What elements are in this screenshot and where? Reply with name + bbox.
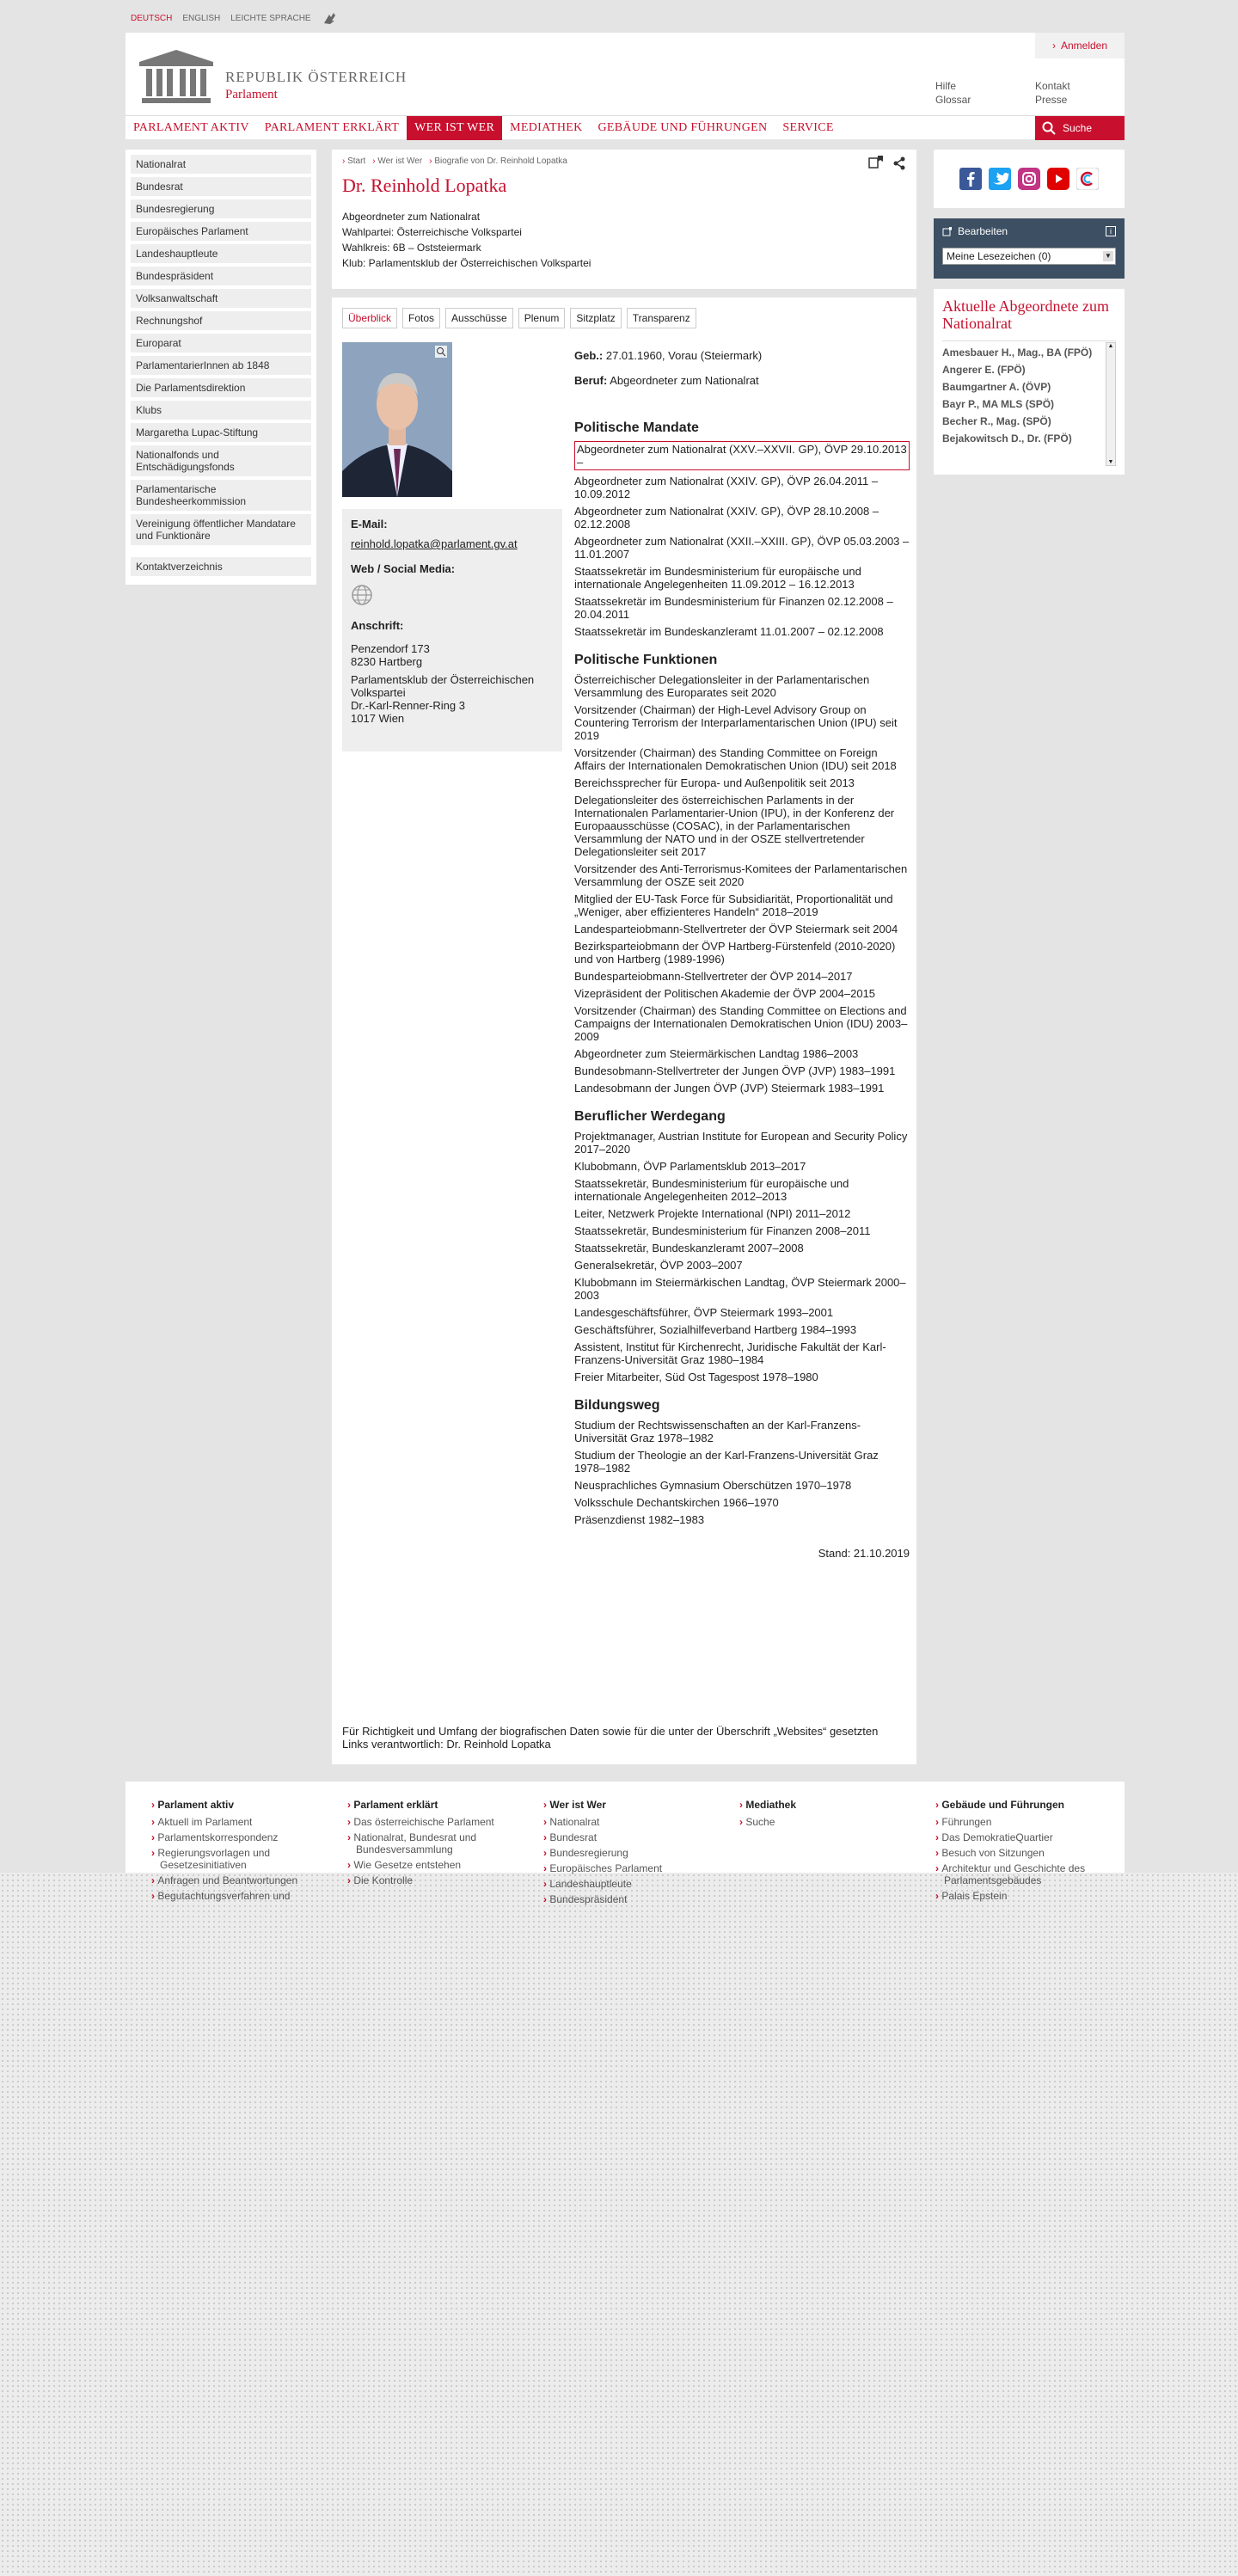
scrollbar[interactable] xyxy=(1106,342,1116,466)
bio-entry: Landesobmann der Jungen ÖVP (JVP) Steiermark 1983–1991 xyxy=(574,1082,885,1095)
section-heading: Bildungsweg xyxy=(574,1398,660,1413)
mp-item[interactable]: Bejakowitsch D., Dr. (FPÖ) xyxy=(942,432,1072,445)
breadcrumb-wer-ist-wer[interactable]: › Wer ist Wer xyxy=(372,156,422,166)
biography-panel xyxy=(332,297,916,1764)
bio-entry: Staatssekretär im Bundesministerium für Finanzen 02.12.2008 – 20.04.2011 xyxy=(574,595,893,621)
bio-entry: Abgeordneter zum Nationalrat (XXII.–XXIII. GP), ÖVP 05.03.2003 – 11.01.2007 xyxy=(574,535,910,561)
footer-column xyxy=(347,1799,519,1890)
address-label: Anschrift: xyxy=(351,619,404,632)
address-line: Penzendorf 173 xyxy=(351,642,430,655)
sidebar-item-kontaktverzeichnis[interactable]: Kontaktverzeichnis xyxy=(131,557,311,576)
footer-link[interactable]: › Landeshauptleute xyxy=(543,1878,715,1890)
lang-deutsch[interactable]: DEUTSCH xyxy=(131,13,173,23)
bio-entry: Freier Mitarbeiter, Süd Ost Tagespost 1978–1980 xyxy=(574,1371,818,1383)
stand-date: Stand: 21.10.2019 xyxy=(818,1547,910,1560)
meta-links-2 xyxy=(1035,79,1070,107)
footer-link[interactable]: › Die Kontrolle xyxy=(347,1874,519,1886)
lang-easy[interactable]: LEICHTE SPRACHE xyxy=(230,13,311,23)
search-icon xyxy=(1042,121,1056,135)
scroll-down-icon[interactable]: ▼ xyxy=(1107,459,1114,465)
left-sidebar xyxy=(126,150,316,585)
mp-item[interactable]: Bayr P., MA MLS (SPÖ) xyxy=(942,398,1055,410)
sidebar-item-vereinigung[interactable]: Vereinigung öffentlicher Mandatare und Funktionäre xyxy=(131,514,311,545)
address-line: Dr.-Karl-Renner-Ring 3 xyxy=(351,699,465,712)
contact-link[interactable]: Kontakt xyxy=(1035,80,1070,92)
footer-column xyxy=(739,1799,911,1831)
address-line: 8230 Hartberg xyxy=(351,655,423,668)
sidebar-item-parlamentarier-1848[interactable]: ParlamentarierInnen ab 1848 xyxy=(131,356,311,375)
site-header xyxy=(126,33,1125,139)
bio-entry: Bundesparteiobmann-Stellvertreter der ÖVP 2014–2017 xyxy=(574,970,853,983)
person-summary xyxy=(342,209,906,271)
profession-value: Abgeordneter zum Nationalrat xyxy=(610,374,759,387)
lang-english[interactable]: ENGLISH xyxy=(182,13,221,23)
bio-entry: Mitglied der EU-Task Force für Subsidiarität, Proportionalität und „Weniger, aber effizienteres Handeln“ 2018–2019 xyxy=(574,892,893,918)
tab-ueberblick[interactable]: Überblick xyxy=(342,308,397,328)
section-heading: Beruflicher Werdegang xyxy=(574,1109,726,1124)
login-label: Anmelden xyxy=(1060,40,1108,52)
person-club: Klub: Parlamentsklub der Österreichischen Volkspartei xyxy=(342,257,591,269)
bio-entry: Bezirksparteiobmann der ÖVP Hartberg-Fürstenfeld (2010-2020) und von Hartberg (1989-1996) xyxy=(574,940,896,966)
bio-entry: Vorsitzender (Chairman) des Standing Committee on Elections and Campaigns der Internationalen Demokratischen Union (IDU) 2003–2009 xyxy=(574,1004,908,1043)
mp-item[interactable]: Angerer E. (FPÖ) xyxy=(942,364,1026,376)
tab-sitzplatz[interactable]: Sitzplatz xyxy=(570,308,621,328)
bio-entry: Leiter, Netzwerk Projekte International (NPI) 2011–2012 xyxy=(574,1207,851,1220)
zoom-icon[interactable] xyxy=(435,346,447,358)
bio-entry: Vorsitzender (Chairman) des Standing Committee on Foreign Affairs der Internationalen Demokratischen Union (IDU) seit 2018 xyxy=(574,746,897,772)
highlighted-mandate: Abgeordneter zum Nationalrat (XXV.–XXVII. GP), ÖVP 29.10.2013 – xyxy=(574,441,910,470)
footer-link[interactable]: › Anfragen und Beantwortungen xyxy=(151,1874,323,1886)
portrait-photo[interactable] xyxy=(342,342,452,497)
email-link[interactable]: reinhold.lopatka@parlament.gv.at xyxy=(351,537,518,550)
bio-entry: Staatssekretär, Bundesministerium für europäische und internationale Angelegenheiten 2012–2013 xyxy=(574,1177,849,1203)
bio-entry: Vorsitzender (Chairman) der High-Level Advisory Group on Countering Terrorism der Interparlamentarischen Union (IPU) seit 2019 xyxy=(574,703,898,742)
bio-entry: Österreichischer Delegationsleiter in der Parlamentarischen Versammlung des Europarates seit 2020 xyxy=(574,673,870,699)
tab-ausschuesse[interactable]: Ausschüsse xyxy=(445,308,513,328)
footer-column-title[interactable]: › Gebäude und Führungen xyxy=(935,1799,1107,1811)
section-heading: Politische Funktionen xyxy=(574,653,718,667)
footer-link[interactable]: › Palais Epstein xyxy=(935,1890,1107,1902)
bio-entry: Staatssekretär im Bundeskanzleramt 11.01.2007 – 02.12.2008 xyxy=(574,625,884,638)
bookmark-header xyxy=(942,225,1116,237)
tab-plenum[interactable]: Plenum xyxy=(518,308,566,328)
sidebar-item-parlamentsdirektion[interactable]: Die Parlamentsdirektion xyxy=(131,378,311,397)
meta-links-1 xyxy=(935,79,971,107)
footer-link[interactable]: › Regierungsvorlagen und Gesetzesinitiativen xyxy=(151,1847,323,1871)
bio-entry: Landesgeschäftsführer, ÖVP Steiermark 1993–2001 xyxy=(574,1306,834,1319)
mp-item[interactable]: Baumgartner A. (ÖVP) xyxy=(942,381,1051,393)
bio-entry: Neusprachliches Gymnasium Oberschützen 1970–1978 xyxy=(574,1479,852,1492)
bio-entry: Präsenzdienst 1982–1983 xyxy=(574,1513,705,1526)
bio-entry: Staatssekretär, Bundesministerium für Finanzen 2008–2011 xyxy=(574,1224,871,1237)
bookmark-add-icon[interactable] xyxy=(868,155,884,169)
current-mps-panel xyxy=(934,289,1125,475)
nav-gebaeude[interactable]: GEBÄUDE UND FÜHRUNGEN xyxy=(598,120,768,134)
press-link[interactable]: Presse xyxy=(1035,94,1068,106)
parliament-building-icon xyxy=(138,48,215,105)
bio-details xyxy=(574,349,910,1560)
bio-entry: Vizepräsident der Politischen Akademie der ÖVP 2004–2015 xyxy=(574,987,876,1000)
parliament-app-icon[interactable] xyxy=(1076,168,1099,190)
bio-entry: Vorsitzender des Anti-Terrorismus-Komitees der Parlamentarischen Versammlung der OSZE seit 2020 xyxy=(574,862,908,888)
globe-icon[interactable] xyxy=(351,584,373,606)
current-mps-title: Aktuelle Abgeordnete zum Nationalrat xyxy=(942,297,1116,341)
social-bar xyxy=(934,150,1125,208)
sidebar-item-bundesheerkommission[interactable]: Parlamentarische Bundesheerkommission xyxy=(131,480,311,511)
footer-link[interactable]: › Bundesrat xyxy=(543,1831,715,1843)
bio-entry: Delegationsleiter des österreichischen Parlaments in der Internationalen Parlamentarier-Union (IPU), in der Konferenz der Europaausschüsse (COSAC), in der Parlamentarischen Versammlung der NATO und in der OSZE stellvertretender Delegationsleiter seit 2017 xyxy=(574,794,895,858)
footer-link[interactable]: › Parlamentskorrespondenz xyxy=(151,1831,323,1843)
sidebar-item-bundesrat[interactable]: Bundesrat xyxy=(131,177,311,196)
tab-fotos[interactable]: Fotos xyxy=(402,308,440,328)
bio-entry: Abgeordneter zum Nationalrat (XXIV. GP), ÖVP 26.04.2011 – 10.09.2012 xyxy=(574,475,879,500)
tab-transparenz[interactable]: Transparenz xyxy=(627,308,696,328)
search-label: Suche xyxy=(1063,122,1093,134)
breadcrumb-start[interactable]: › Start xyxy=(342,156,365,166)
bookmark-select-value: Meine Lesezeichen (0) xyxy=(947,250,1051,262)
youtube-icon[interactable] xyxy=(1047,168,1069,190)
mp-item[interactable]: Becher R., Mag. (SPÖ) xyxy=(942,415,1051,427)
footer-column-title[interactable]: › Parlament erklärt xyxy=(347,1799,519,1811)
footer-link[interactable]: › Das österreichische Parlament xyxy=(347,1816,519,1828)
footer-link[interactable]: › Aktuell im Parlament xyxy=(151,1816,323,1828)
glossary-link[interactable]: Glossar xyxy=(935,94,971,106)
sidebar-item-volksanwaltschaft[interactable]: Volksanwaltschaft xyxy=(131,289,311,308)
site-footer xyxy=(126,1782,1125,1905)
bio-entry: Studium der Theologie an der Karl-Franzens-Universität Graz 1978–1982 xyxy=(574,1449,879,1475)
sidebar-item-rechnungshof[interactable]: Rechnungshof xyxy=(131,311,311,330)
search-button[interactable] xyxy=(1035,116,1125,140)
sign-language-icon[interactable] xyxy=(322,10,339,26)
footer-column xyxy=(935,1799,1107,1905)
bio-sections xyxy=(574,421,910,1526)
bio-entry: Assistent, Institut für Kirchenrecht, Juridische Fakultät der Karl-Franzens-Universität Graz 1980–1984 xyxy=(574,1340,886,1366)
disclaimer: Für Richtigkeit und Umfang der biografischen Daten sowie für die unter der Überschrift „Websites“ gesetzten Links verantwortlich: Dr. Reinhold Lopatka xyxy=(342,1725,879,1751)
info-icon[interactable]: i xyxy=(1106,226,1116,236)
scroll-up-icon[interactable]: ▲ xyxy=(1107,343,1114,349)
current-mps-list xyxy=(942,347,1116,467)
person-district: Wahlkreis: 6B – Oststeiermark xyxy=(342,242,481,254)
footer-link[interactable]: › Begutachtungsverfahren und xyxy=(151,1890,323,1902)
footer-link[interactable]: › Suche xyxy=(739,1816,911,1828)
nav-parlament-erklaert[interactable]: PARLAMENT ERKLÄRT xyxy=(264,120,400,134)
profession-info xyxy=(574,374,910,387)
footer-link[interactable]: › Wie Gesetze entstehen xyxy=(347,1859,519,1871)
sidebar-item-bundesregierung[interactable]: Bundesregierung xyxy=(131,199,311,218)
footer-link[interactable]: › Architektur und Geschichte des Parlamentsgebäudes xyxy=(935,1862,1107,1886)
footer-link[interactable]: › Bundesregierung xyxy=(543,1847,715,1859)
bio-entry: Staatssekretär, Bundeskanzleramt 2007–2008 xyxy=(574,1242,804,1254)
bio-entry: Klubobmann, ÖVP Parlamentsklub 2013–2017 xyxy=(574,1160,806,1173)
footer-link[interactable]: › Besuch von Sitzungen xyxy=(935,1847,1107,1859)
page-title: Dr. Reinhold Lopatka xyxy=(342,175,507,196)
share-icon[interactable] xyxy=(892,156,906,170)
profile-tabs xyxy=(342,308,696,328)
web-label: Web / Social Media: xyxy=(351,562,456,575)
bio-entry: Staatssekretär im Bundesministerium für europäische und internationale Angelegenheiten 11.09.2012 – 16.12.2013 xyxy=(574,565,861,591)
sidebar-item-lupac-stiftung[interactable]: Margaretha Lupac-Stiftung xyxy=(131,423,311,442)
profession-label: Beruf: xyxy=(574,374,608,387)
birth-label: Geb.: xyxy=(574,349,604,362)
person-role: Abgeordneter zum Nationalrat xyxy=(342,211,481,223)
address-line: Parlamentsklub der Österreichischen Volkspartei xyxy=(351,673,535,699)
footer-column-title[interactable]: › Mediathek xyxy=(739,1799,911,1811)
bookmark-panel xyxy=(934,218,1125,279)
sidebar-item-europaeisches-parlament[interactable]: Europäisches Parlament xyxy=(131,222,311,241)
bio-entry: Abgeordneter zum Nationalrat (XXIV. GP), ÖVP 28.10.2008 – 02.12.2008 xyxy=(574,505,879,531)
main-navigation xyxy=(126,115,1125,139)
footer-column-title[interactable]: › Wer ist Wer xyxy=(543,1799,715,1811)
address-block xyxy=(351,642,554,725)
logo-title: REPUBLIK ÖSTERREICH xyxy=(225,69,408,85)
portrait-illustration xyxy=(342,342,452,497)
footer-link[interactable]: › Nationalrat xyxy=(543,1816,715,1828)
nav-wer-ist-wer[interactable]: WER IST WER xyxy=(407,116,502,140)
footer-link[interactable]: › Nationalrat, Bundesrat und Bundesversammlung xyxy=(347,1831,519,1855)
person-header-panel xyxy=(332,150,916,289)
sidebar-item-nationalrat[interactable]: Nationalrat xyxy=(131,155,311,174)
nav-parlament-aktiv[interactable]: PARLAMENT AKTIV xyxy=(133,120,249,134)
footer-link[interactable]: › Europäisches Parlament xyxy=(543,1862,715,1874)
section-heading: Politische Mandate xyxy=(574,420,699,435)
sidebar-item-klubs[interactable]: Klubs xyxy=(131,401,311,420)
login-button[interactable]: › Anmelden xyxy=(1035,33,1125,58)
address-line: 1017 Wien xyxy=(351,712,405,725)
mp-item[interactable]: Amesbauer H., Mag., BA (FPÖ) xyxy=(942,347,1093,359)
bio-entry: Bundesobmann-Stellvertreter der Jungen ÖVP (JVP) 1983–1991 xyxy=(574,1064,896,1077)
birth-value: 27.01.1960, Vorau (Steiermark) xyxy=(605,349,763,362)
nav-service[interactable]: SERVICE xyxy=(782,120,834,134)
footer-link[interactable]: › Das DemokratieQuartier xyxy=(935,1831,1107,1843)
person-party: Wahlpartei: Österreichische Volkspartei xyxy=(342,226,522,238)
bio-entry: Projektmanager, Austrian Institute for European and Security Policy 2017–2020 xyxy=(574,1130,908,1156)
bio-entry: Studium der Rechtswissenschaften an der Karl-Franzens-Universität Graz 1978–1982 xyxy=(574,1419,861,1444)
nav-mediathek[interactable]: MEDIATHEK xyxy=(510,120,583,134)
footer-link[interactable]: › Führungen xyxy=(935,1816,1107,1828)
bio-entry: Abgeordneter zum Steiermärkischen Landtag 1986–2003 xyxy=(574,1047,859,1060)
footer-column-title[interactable]: › Parlament aktiv xyxy=(151,1799,323,1811)
twitter-icon[interactable] xyxy=(989,168,1011,190)
sidebar-item-bundespraesident[interactable]: Bundespräsident xyxy=(131,267,311,285)
background-pattern xyxy=(0,1873,1238,2576)
facebook-icon[interactable] xyxy=(959,168,982,190)
footer-column xyxy=(151,1799,323,1905)
footer-column xyxy=(543,1799,715,1909)
footer-link[interactable]: › Bundespräsident xyxy=(543,1893,715,1905)
bio-entry: Klubobmann im Steiermärkischen Landtag, ÖVP Steiermark 2000–2003 xyxy=(574,1276,906,1302)
breadcrumb-current: › Biografie von Dr. Reinhold Lopatka xyxy=(429,156,567,166)
chevron-down-icon: ▼ xyxy=(1103,251,1113,261)
parliament-logo[interactable] xyxy=(138,48,407,105)
language-bar xyxy=(131,9,339,28)
bookmark-select[interactable] xyxy=(942,248,1116,265)
help-link[interactable]: Hilfe xyxy=(935,80,957,92)
bio-entry: Generalsekretär, ÖVP 2003–2007 xyxy=(574,1259,743,1272)
breadcrumb xyxy=(342,156,906,166)
sidebar-item-landeshauptleute[interactable]: Landeshauptleute xyxy=(131,244,311,263)
instagram-icon[interactable] xyxy=(1018,168,1040,190)
contact-box xyxy=(342,509,562,751)
edit-bookmark-icon xyxy=(942,226,953,236)
email-label: E-Mail: xyxy=(351,518,388,531)
bio-entry: Geschäftsführer, Sozialhilfeverband Hartberg 1984–1993 xyxy=(574,1323,857,1336)
bio-entry: Volksschule Dechantskirchen 1966–1970 xyxy=(574,1496,779,1509)
bio-entry: Landesparteiobmann-Stellvertreter der ÖVP Steiermark seit 2004 xyxy=(574,923,898,935)
bio-entry: Bereichssprecher für Europa- und Außenpolitik seit 2013 xyxy=(574,776,855,789)
birth-info xyxy=(574,349,910,362)
bookmark-title[interactable]: Bearbeiten xyxy=(958,225,1008,237)
sidebar-item-nationalfonds[interactable]: Nationalfonds und Entschädigungsfonds xyxy=(131,445,311,476)
sidebar-item-europarat[interactable]: Europarat xyxy=(131,334,311,353)
logo-subtitle: Parlament xyxy=(225,88,278,101)
